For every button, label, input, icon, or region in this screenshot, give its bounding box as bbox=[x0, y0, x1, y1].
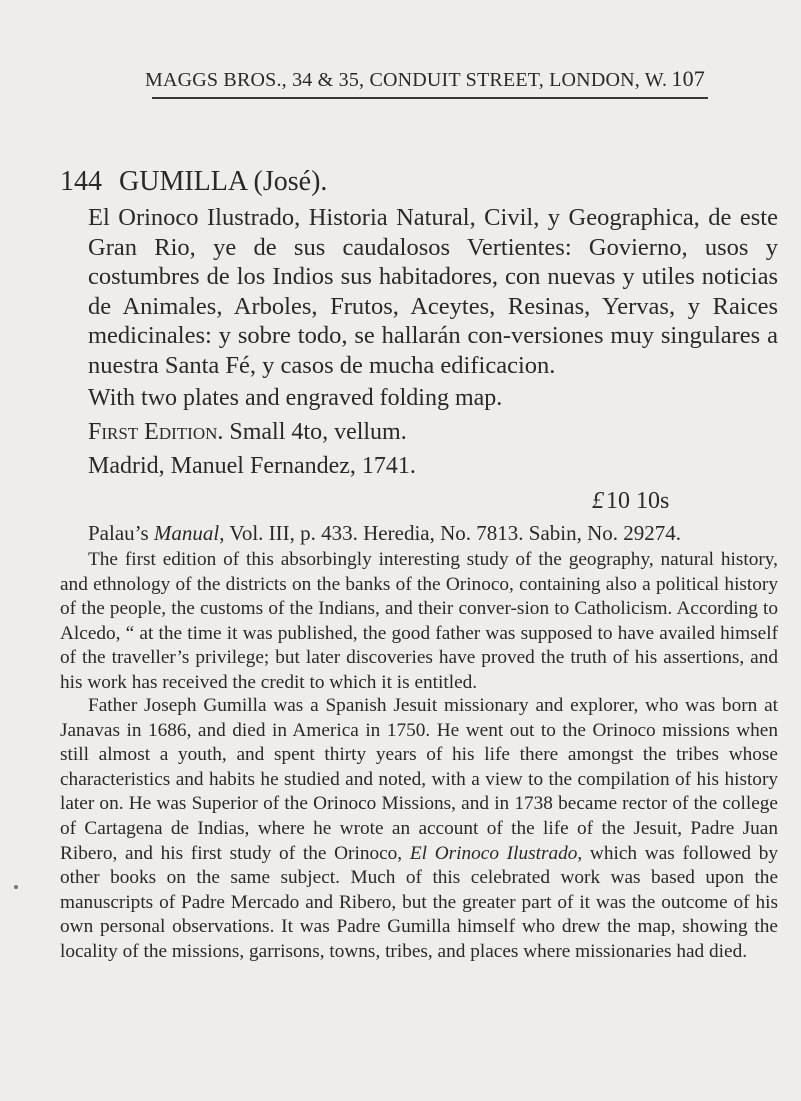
description-paragraph-2 bbox=[60, 694, 778, 965]
para2-italic-title: El Orinoco Ilustrado bbox=[409, 842, 578, 864]
price-value: 10 10s bbox=[606, 488, 670, 514]
edition-format: Small 4to, vellum. bbox=[229, 419, 407, 445]
edition-label: First Edition. bbox=[88, 419, 224, 445]
entry-number: 144 bbox=[60, 166, 102, 197]
edition-line bbox=[88, 417, 778, 447]
plates-note: With two plates and engraved folding map. bbox=[88, 385, 503, 411]
price-symbol: £ bbox=[592, 488, 604, 514]
book-title: El Orinoco Ilustrado, Historia Natural, Civil, y Geographica, de este Gran Rio, ye de sus caudalosos Vertientes: Govierno, usos y costumbres de los Indios sus habitadores, con nuevas y utiles noticias de Animales, Arboles, Frutos, Aceytes, Resinas, Yervas, y Raices medicinales: y sobre todo, se hallarán con-versiones muy singulares a nuestra Santa Fé, y casos de mucha edificacion. bbox=[88, 204, 778, 379]
price bbox=[592, 488, 669, 515]
running-head bbox=[145, 66, 705, 92]
ref-post: , Vol. III, p. 433. Heredia, No. 7813. Sabin, No. 29274. bbox=[219, 521, 682, 545]
imprint: Madrid, Manuel Fernandez, 1741. bbox=[88, 453, 416, 479]
paper-speck bbox=[14, 885, 18, 889]
ref-pre: Palau’s bbox=[88, 521, 154, 545]
header-rule bbox=[152, 97, 708, 99]
bibliographic-references bbox=[88, 521, 778, 546]
running-title: MAGGS BROS., 34 & 35, CONDUIT STREET, LONDON, W. bbox=[145, 69, 668, 91]
para2-part-a: Father Joseph Gumilla was a Spanish Jesuit missionary and explorer, who was born at Janavas in 1686, and died in America in 1750. He went out to the Orinoco missions when still almost a youth, and spent thirty years of his life there amongst the tribes whose characteristics and habits he studied and noted, with a view to the compilation of his history later on. He was Superior of the Orinoco Missions, and in 1738 became rector of the college of Cartagena de Indias, where he wrote an account of the life of the Jesuit, Padre Juan Ribero, and his first study of the Orinoco, bbox=[60, 695, 778, 864]
ref-manual: Manual bbox=[153, 521, 220, 545]
entry-heading bbox=[60, 166, 760, 198]
description-paragraph-1: The first edition of this absorbingly interesting study of the geography, natural history, and ethnology of the districts on the banks of the Orinoco, containing also a political history of the people, the customs of the Indians, and their conver-sion to Catholicism. According to Alcedo, “ at the time it was published, the good father was supposed to have availed himself of the traveller’s privilege; but later discoveries have proved the truth of his assertions, and his work has received the credit to which it is entitled. bbox=[60, 549, 778, 693]
page-number: 107 bbox=[671, 66, 705, 91]
entry-author: GUMILLA (José). bbox=[119, 166, 328, 197]
para2-part-b: , which was followed by other books on the same subject. Much of this celebrated work was based upon the manuscripts of Padre Mercado and Ribero, but the greater part of it was the outcome of his own personal observations. It was Padre Gumilla himself who drew the map, showing the locality of the missions, garrisons, towns, tribes, and places where missionaries had died. bbox=[60, 842, 779, 962]
